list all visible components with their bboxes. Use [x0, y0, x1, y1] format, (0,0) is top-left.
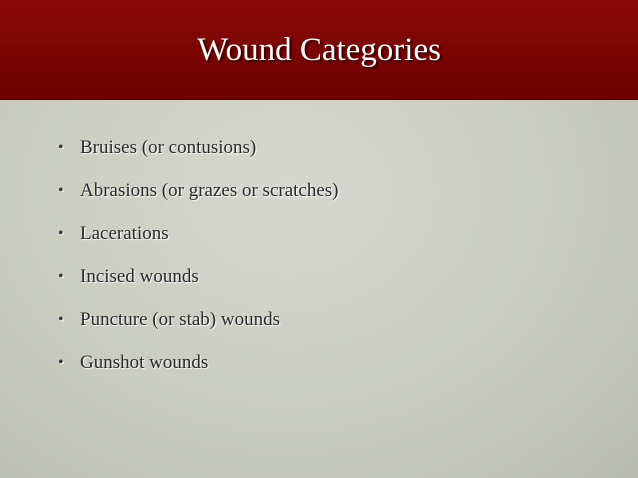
- title-bar: [0, 0, 638, 100]
- bullet-text: Bruises (or contusions): [80, 137, 257, 158]
- bullet-text: Gunshot wounds: [80, 352, 209, 373]
- bullet-dot-icon: •: [58, 139, 64, 156]
- bullet-dot-icon: •: [58, 354, 64, 371]
- bullet-text: Puncture (or stab) wounds: [80, 309, 280, 330]
- bullet-text: Abrasions (or grazes or scratches): [80, 180, 339, 201]
- slide-title: Wound Categories: [197, 32, 441, 68]
- bullet-dot-icon: •: [58, 225, 64, 242]
- bullet-text: Incised wounds: [80, 266, 199, 287]
- bullet-dot-icon: •: [58, 268, 64, 285]
- bullet-dot-icon: •: [58, 182, 64, 199]
- bullet-dot-icon: •: [58, 311, 64, 328]
- bullet-text: Lacerations: [80, 223, 169, 244]
